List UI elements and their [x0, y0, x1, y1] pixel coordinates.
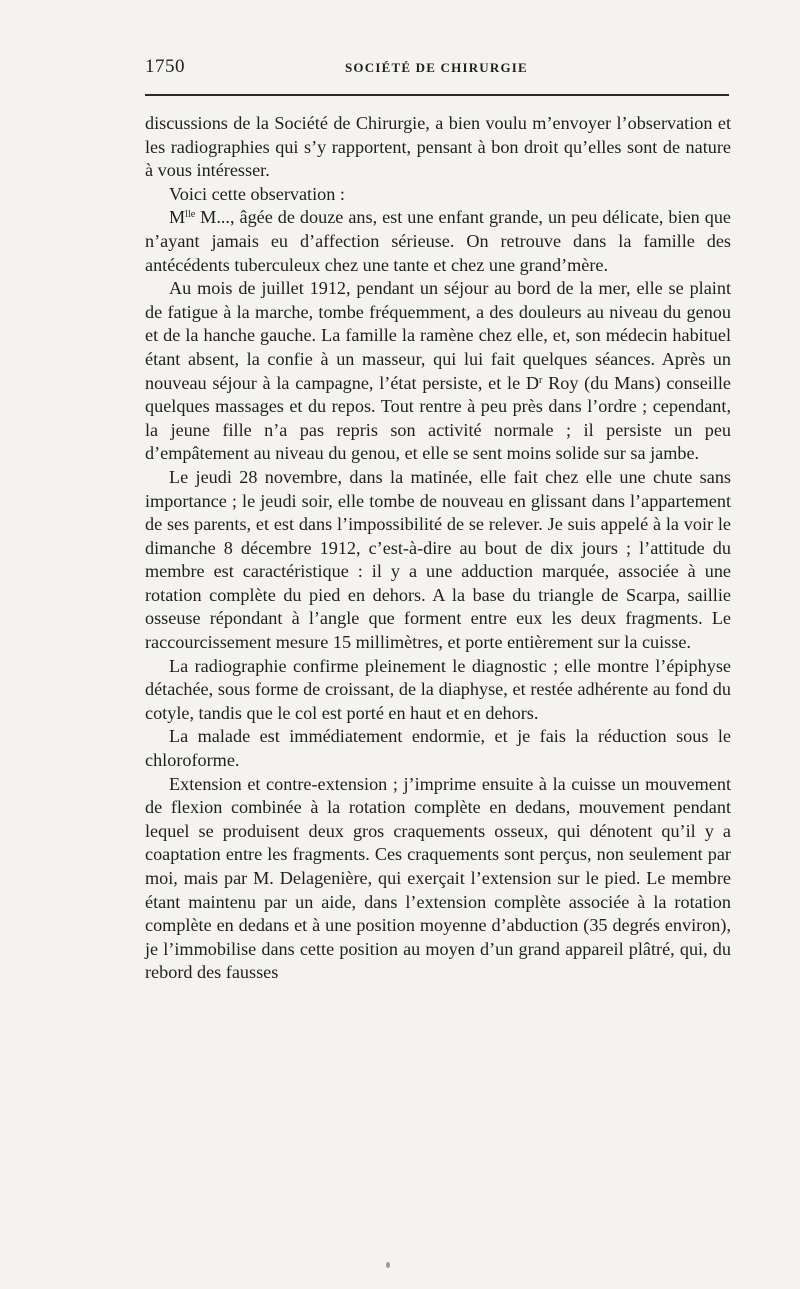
paragraph-2: Voici cette observation : — [169, 183, 345, 204]
body-text — [145, 112, 731, 985]
superscript: r — [539, 374, 543, 386]
page-number: 1750 — [145, 56, 185, 77]
paragraph-8: Extension et contre-extension ; j’imprime ensuite à la cuisse un mouvement de flexion combinée à la rotation complète en dedans, mouvement pendant lequel se produisent deux gros craquements osseux, qui dénotent qu’il y a coaptation entre les fragments. Ces craquements sont perçus, non seulement par moi, mais par M. Delagenière, qui exerçait l’extension sur le pied. Le membre étant maintenu par un aide, dans l’extension complète associée à la rotation complète en dedans et à une position moyenne d’abduction (35 degrés environ), je l’immobilise dans cette position au moyen d’un grand appareil plâtré, qui, du rebord des fausses — [145, 773, 731, 983]
superscript: lle — [185, 209, 196, 221]
paragraph-1: discussions de la Société de Chirurgie, a bien voulu m’envoyer l’observation et les radiographies qui s’y rapportent, pensant à bon droit qu’elles sont de nature à vous intéresser. — [145, 113, 731, 181]
paragraph-6: La radiographie confirme pleinement le diagnostic ; elle montre l’épiphyse détachée, sous forme de croissant, de la diaphyse, et restée adhérente au fond du cotyle, tandis que le col est porté en haut et en dehors. — [145, 655, 731, 723]
page-header — [145, 56, 730, 82]
paragraph-3: $M^{lle}$ M..., âgée de douze ans, est une enfant grande, un peu délicate, bien que n’ayant jamais eu d’affection sérieuse. On retrouve dans la famille des antécédents tuberculeux chez une tante et chez une grand’mère. — [145, 207, 731, 275]
print-speck — [386, 1262, 390, 1268]
header-rule — [145, 94, 729, 96]
paragraph-4: Au mois de juillet 1912, pendant un séjour au bord de la mer, elle se plaint de fatigue à la marche, tombe fréquemment, a des douleurs au niveau du genou et de la hanche gauche. La famille la ramène chez elle, et, son médecin habituel étant absent, la confie à un masseur, qui lui fait quelques séances. Après un nouveau séjour à la campagne, l’état persiste, et le $D^r$ Roy (du Mans) conseille quelques massages et du repos. Tout rentre à peu près dans l’ordre ; cependant, la jeune fille n’a pas repris son activité normale ; il persiste un peu d’empâtement au niveau du genou, et elle se sent moins solide sur sa jambe. — [145, 278, 732, 464]
paragraph-5: Le jeudi 28 novembre, dans la matinée, elle fait chez elle une chute sans importance ; le jeudi soir, elle tombe de nouveau en glissant dans l’appartement de ses parents, et est dans l’impossibilité de se relever. Je suis appelé à la voir le dimanche 8 décembre 1912, c’est-à-dire au bout de dix jours ; l’attitude du membre est caractéristique : il y a une adduction marquée, associée à une rotation complète du pied en dehors. A la base du triangle de Scarpa, saillie osseuse répondant à l’angle que forment entre eux les deux fragments. Le raccourcissement mesure 15 millimètres, et porte entièrement sur la cuisse. — [145, 466, 731, 653]
running-title: SOCIÉTÉ DE CHIRURGIE — [345, 60, 528, 75]
paragraph-7: La malade est immédiatement endormie, et je fais la réduction sous le chloroforme. — [145, 726, 731, 771]
